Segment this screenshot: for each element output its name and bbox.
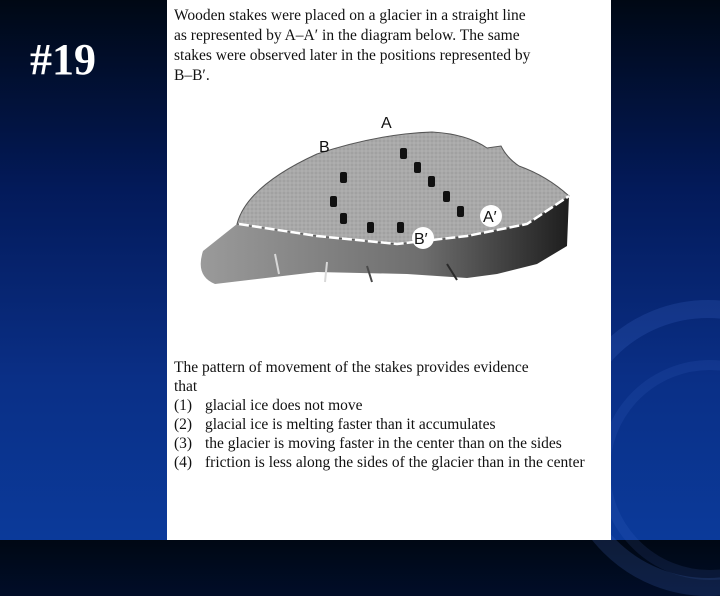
label-a-prime: A′ — [483, 209, 497, 226]
choice-number: (1) — [174, 397, 193, 414]
choice-2[interactable] — [174, 415, 594, 434]
question-panel — [167, 0, 611, 540]
stake — [397, 222, 404, 233]
choice-text: glacial ice is melting faster than it accumulates — [205, 416, 496, 433]
choice-number: (3) — [174, 435, 193, 452]
glacier-diagram — [167, 96, 611, 346]
label-a: A — [381, 115, 392, 132]
stake — [414, 162, 421, 173]
question-stem — [174, 6, 574, 86]
question-prompt — [174, 358, 594, 472]
choice-text: the glacier is moving faster in the center than on the sides — [205, 435, 562, 452]
stake — [428, 176, 435, 187]
stake — [340, 172, 347, 183]
stake — [457, 206, 464, 217]
choice-text: friction is less along the sides of the glacier than in the center — [205, 454, 585, 471]
choice-1[interactable] — [174, 396, 594, 415]
stake — [330, 196, 337, 207]
prompt-line: that — [174, 378, 198, 395]
choice-text: glacial ice does not move — [205, 397, 363, 414]
stem-line: Wooden stakes were placed on a glacier in a straight line — [174, 7, 526, 24]
prompt-line: The pattern of movement of the stakes provides evidence — [174, 359, 529, 376]
choice-number: (2) — [174, 416, 193, 433]
stake — [400, 148, 407, 159]
choice-number: (4) — [174, 454, 193, 471]
label-b: B — [319, 139, 330, 156]
stake — [443, 191, 450, 202]
stem-line: stakes were observed later in the positions represented by — [174, 47, 531, 64]
choice-4[interactable] — [174, 453, 594, 472]
stem-line: B–B′. — [174, 67, 210, 84]
choice-3[interactable] — [174, 434, 594, 453]
label-b-prime: B′ — [414, 231, 428, 248]
stake — [367, 222, 374, 233]
stake — [340, 213, 347, 224]
stem-line: as represented by A–A′ in the diagram below. The same — [174, 27, 520, 44]
slide-number: #19 — [30, 35, 96, 84]
